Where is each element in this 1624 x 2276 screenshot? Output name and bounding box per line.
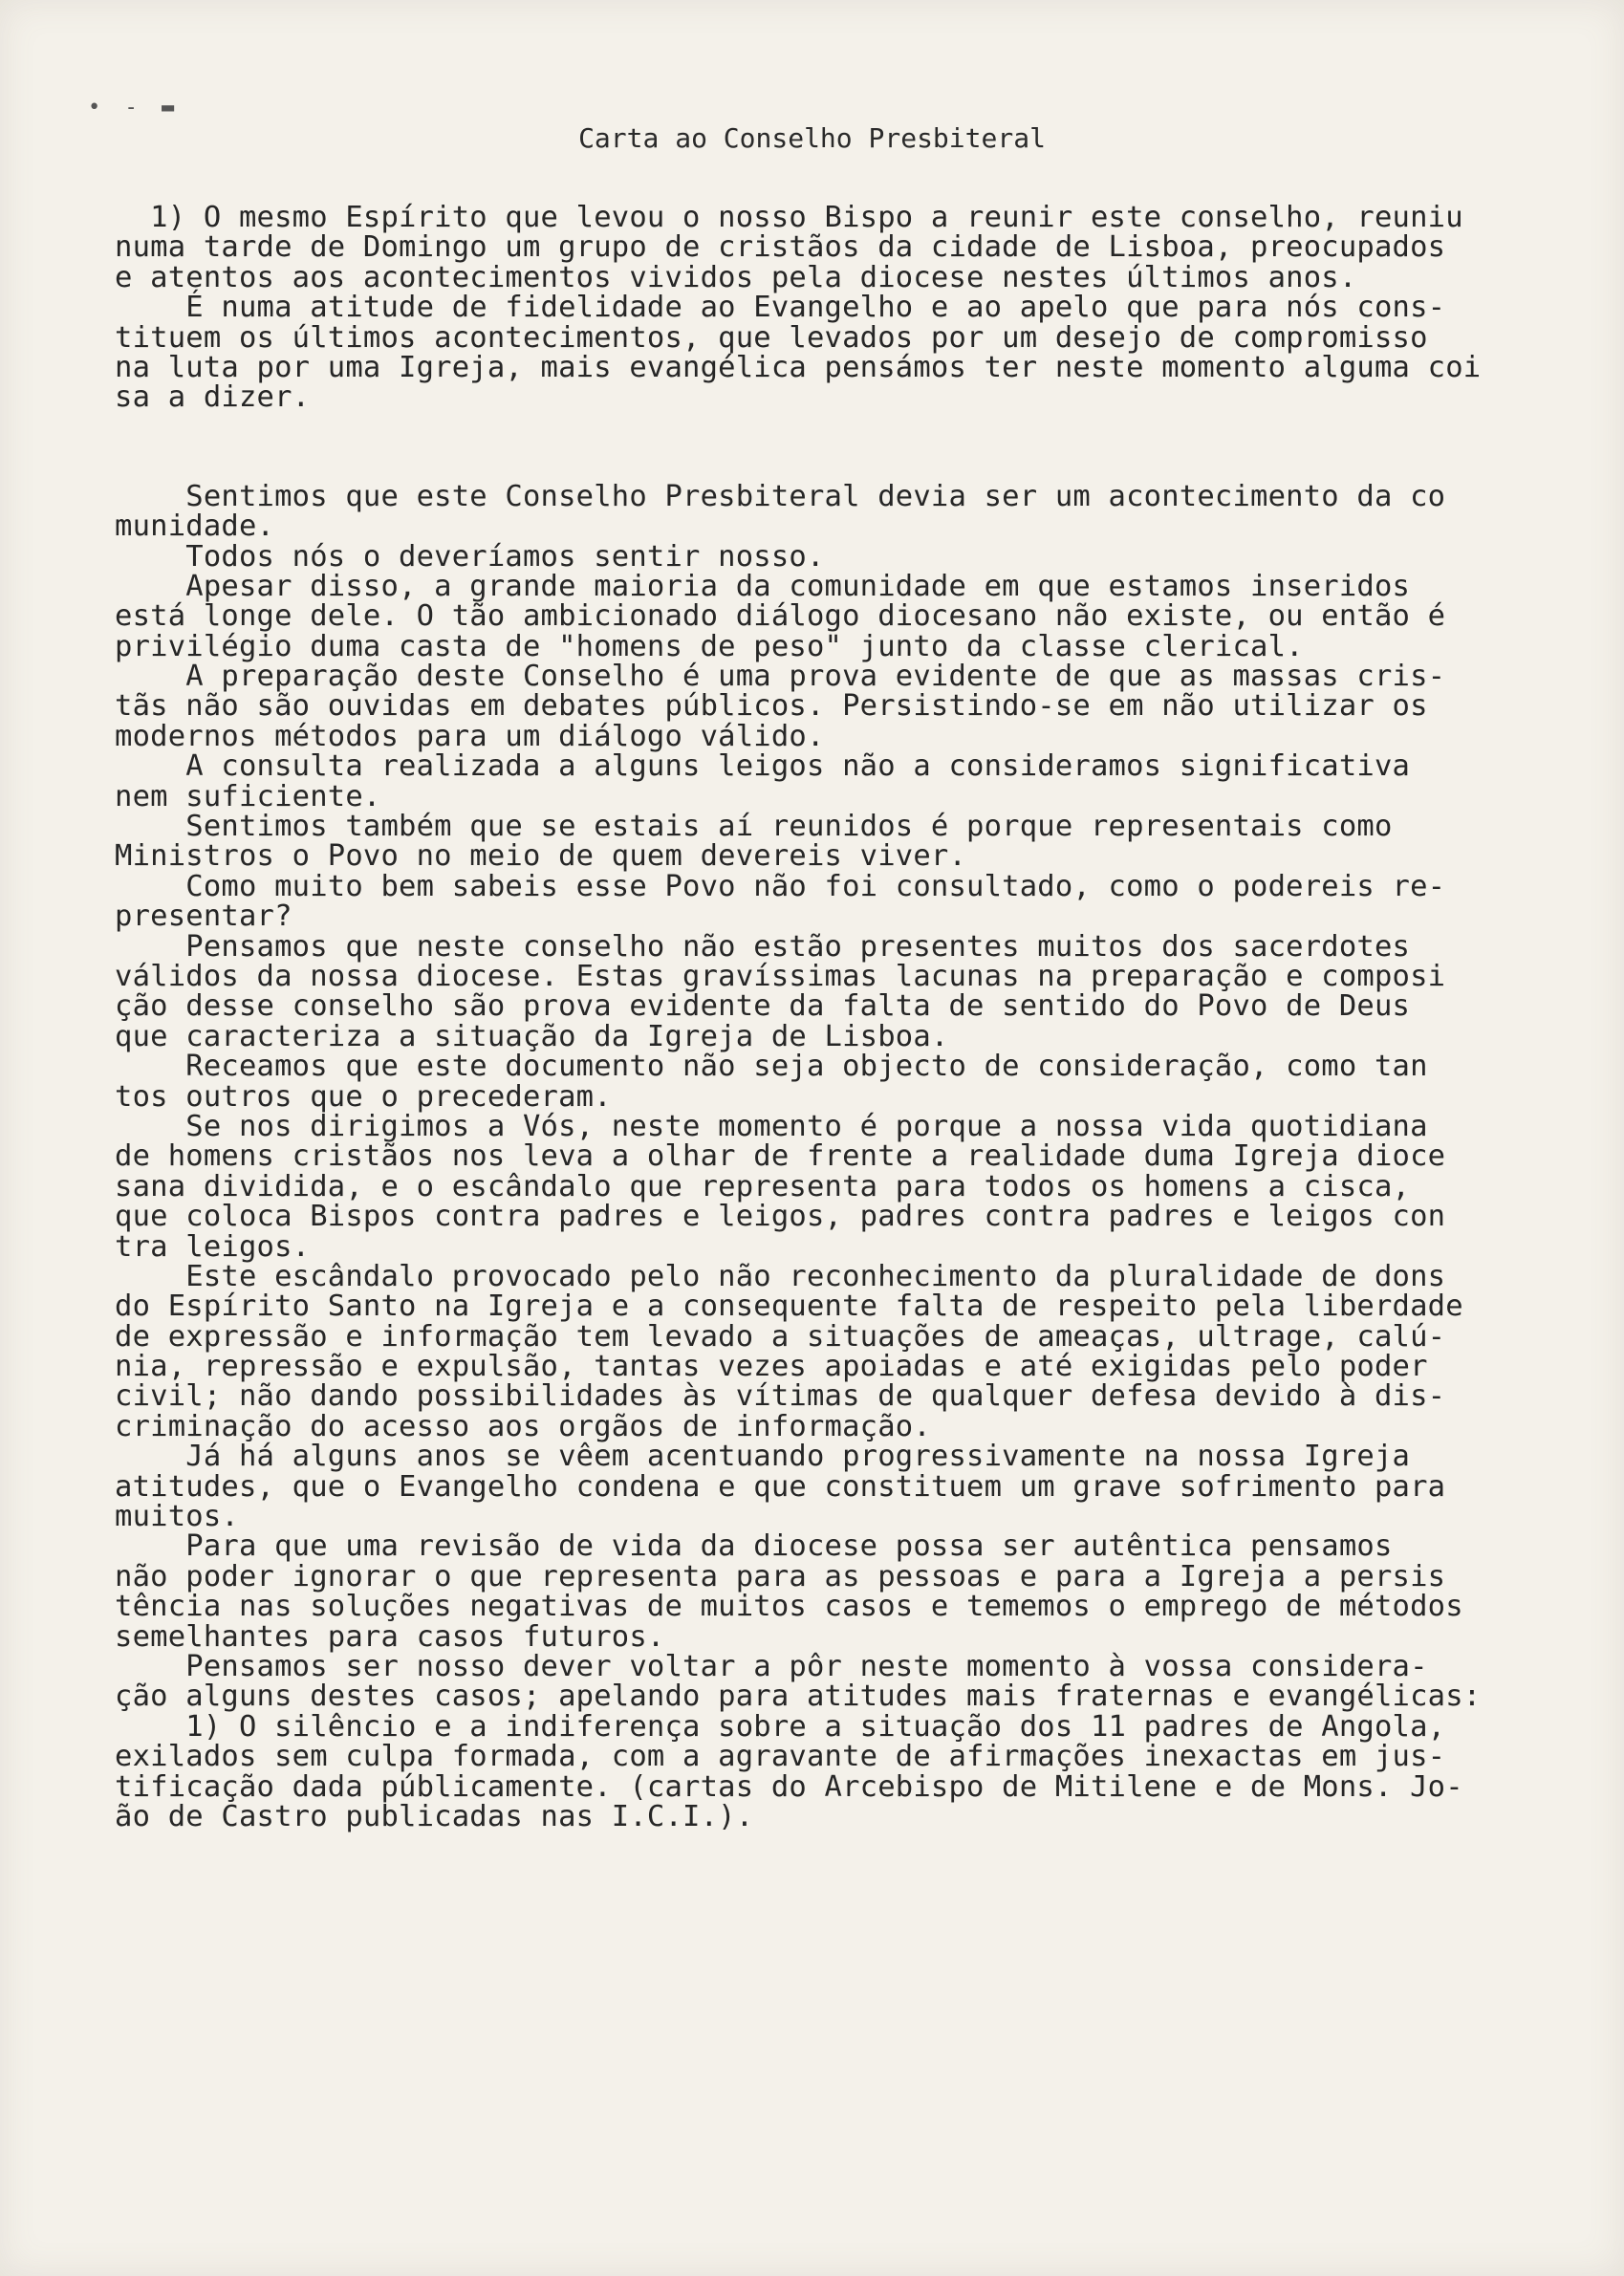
text-line: tra leigos. <box>115 1229 311 1264</box>
text-line: Todos nós o deveríamos sentir nosso. <box>115 539 825 574</box>
text-line: Sentimos também que se estais aí reunidos é porque representais como <box>115 810 1393 844</box>
edge-mark: • - ▬ <box>88 96 181 119</box>
text-line: tãs não são ouvidas em debates públicos. Persistindo-se em não utilizar os <box>115 689 1428 724</box>
text-line: É numa atitude de fidelidade ao Evangelho e ao apelo que para nós cons- <box>115 291 1446 325</box>
text-line: Sentimos que este Conselho Presbiteral devia ser um acontecimento da co <box>115 479 1446 513</box>
text-line: presentar? <box>115 900 292 934</box>
text-line: nem suficiente. <box>115 779 381 813</box>
text-line: ão de Castro publicadas nas I.C.I.). <box>115 1799 754 1833</box>
text-line: Este escândalo provocado pelo não reconhecimento da pluralidade de dons <box>115 1259 1446 1293</box>
paragraph-intro <box>115 203 1568 413</box>
text-line: atitudes, que o Evangelho condena e que constituem um grave sofrimento para <box>115 1469 1446 1504</box>
text-line: Pensamos que neste conselho não estão presentes muitos dos sacerdotes <box>115 929 1411 964</box>
text-line: que caracteriza a situação da Igreja de Lisboa. <box>115 1019 949 1053</box>
document-title: Carta ao Conselho Presbiteral <box>578 122 1046 154</box>
text-line: tos outros que o precederam. <box>115 1079 612 1114</box>
text-line: do Espírito Santo na Igreja e a consequente falta de respeito pela liberdade <box>115 1290 1463 1324</box>
paragraph-gap <box>115 447 1568 482</box>
text-line: Para que uma revisão de vida da diocese possa ser autêntica pensamos <box>115 1529 1393 1564</box>
text-line: ção alguns destes casos; apelando para atitudes mais fraternas e evangélicas: <box>115 1680 1482 1714</box>
text-line: 1) O silêncio e a indiferença sobre a situação dos 11 padres de Angola, <box>115 1709 1446 1744</box>
text-line: ção desse conselho são prova evidente da falta de sentido do Povo de Deus <box>115 989 1411 1024</box>
text-line: de homens cristãos nos leva a olhar de frente a realidade duma Igreja dioce <box>115 1139 1446 1174</box>
document-body <box>115 203 1568 1832</box>
text-line: A consulta realizada a alguns leigos não a consideramos significativa <box>115 749 1411 784</box>
text-line: sana dividida, e o escândalo que representa para todos os homens a cisca, <box>115 1169 1411 1203</box>
text-line: Se nos dirigimos a Vós, neste momento é porque a nossa vida quotidiana <box>115 1109 1428 1143</box>
text-line: semelhantes para casos futuros. <box>115 1619 665 1654</box>
text-line: numa tarde de Domingo um grupo de cristãos da cidade de Lisboa, preocupados <box>115 230 1446 265</box>
text-line: sa a dizer. <box>115 380 311 415</box>
text-line: válidos da nossa diocese. Estas gravíssimas lacunas na preparação e composi <box>115 959 1446 993</box>
text-line: tência nas soluções negativas de muitos casos e tememos o emprego de métodos <box>115 1590 1463 1624</box>
text-line: Como muito bem sabeis esse Povo não foi consultado, como o podereis re- <box>115 869 1446 903</box>
text-line: muitos. <box>115 1500 239 1534</box>
text-line: modernos métodos para um diálogo válido. <box>115 719 825 753</box>
text-line: que coloca Bispos contra padres e leigos, padres contra padres e leigos con <box>115 1200 1446 1234</box>
text-line: tituem os últimos acontecimentos, que levados por um desejo de compromisso <box>115 320 1428 355</box>
text-line: não poder ignorar o que representa para as pessoas e para a Igreja a persis <box>115 1559 1446 1593</box>
text-line: Pensamos ser nosso dever voltar a pôr neste momento à vossa considera- <box>115 1649 1428 1683</box>
text-line: tificação dada públicamente. (cartas do Arcebispo de Mitilene e de Mons. Jo- <box>115 1769 1463 1804</box>
text-line: Já há alguns anos se vêem acentuando progressivamente na nossa Igreja <box>115 1440 1411 1474</box>
text-line: na luta por uma Igreja, mais evangélica pensámos ter neste momento alguma coi <box>115 350 1482 384</box>
text-line: A preparação deste Conselho é uma prova evidente de que as massas cris- <box>115 660 1446 694</box>
text-line: privilégio duma casta de "homens de peso" junto da classe clerical. <box>115 629 1304 663</box>
text-line: e atentos aos acontecimentos vividos pela diocese nestes últimos anos. <box>115 260 1357 294</box>
paragraph-main <box>115 479 1568 1833</box>
paragraph-gap <box>115 413 1568 447</box>
text-line: civil; não dando possibilidades às vítimas de qualquer defesa devido à dis- <box>115 1379 1446 1414</box>
text-line: Ministros o Povo no meio de quem devereis viver. <box>115 839 967 874</box>
text-line: criminação do acesso aos orgãos de informação. <box>115 1409 931 1443</box>
text-line: Apesar disso, a grande maioria da comunidade em que estamos inseridos <box>115 569 1411 603</box>
text-line: de expressão e informação tem levado a situações de ameaças, ultrage, calú- <box>115 1319 1446 1354</box>
text-line: 1) O mesmo Espírito que levou o nosso Bispo a reunir este conselho, reuniu <box>115 201 1463 234</box>
text-line: exilados sem culpa formada, com a agravante de afirmações inexactas em jus- <box>115 1740 1446 1774</box>
text-line: munidade. <box>115 509 275 544</box>
text-line: Receamos que este documento não seja objecto de consideração, como tan <box>115 1050 1428 1084</box>
text-line: está longe dele. O tão ambicionado diálogo diocesano não existe, ou então é <box>115 599 1446 634</box>
text-line: nia, repressão e expulsão, tantas vezes apoiadas e até exigidas pelo poder <box>115 1350 1428 1384</box>
